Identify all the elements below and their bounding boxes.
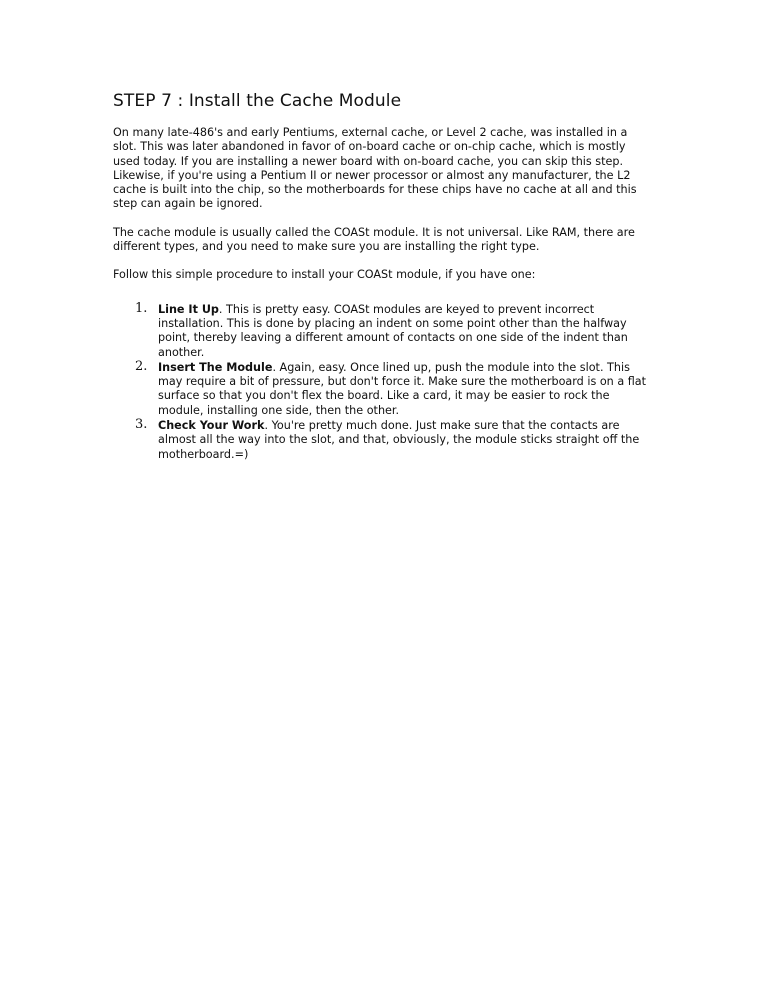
document-page xyxy=(113,88,653,463)
step-text: . This is pretty easy. COASt modules are keyed to prevent incorrect installation. This is done by placing an indent on some point other than the halfway point, thereby leaving a different amount of contacts on one side of the indent than another. xyxy=(158,302,628,359)
page-title: STEP 7 : Install the Cache Module xyxy=(113,91,402,111)
list-item xyxy=(113,300,653,360)
intro-paragraph: On many late-486's and early Pentiums, external cache, or Level 2 cache, was installed in a slot. This was later abandoned in favor of on-board cache or on-chip cache, which is mostly used today. If you are installing a newer board with on-board cache, you can skip this step. Likewise, if you're using a Pentium II or newer processor or almost any manufacturer, the L2 cache is built into the chip, so the motherboards for these chips have no cache at all and this step can again be ignored. xyxy=(113,126,637,211)
step-text: . You're pretty much done. Just make sure that the contacts are almost all the way into the slot, and that, obviously, the module sticks straight off the motherboard.=) xyxy=(158,419,640,461)
coast-module-paragraph: The cache module is usually called the COASt module. It is not universal. Like RAM, there are different types, and you need to make sure you are installing the right type. xyxy=(113,225,635,254)
step-number: 2. xyxy=(135,358,148,374)
steps-list xyxy=(113,300,653,462)
procedure-intro-paragraph: Follow this simple procedure to install your COASt module, if you have one: xyxy=(113,268,536,282)
list-item xyxy=(113,358,653,418)
step-heading: Check Your Work xyxy=(158,419,265,433)
step-number: 3. xyxy=(135,417,148,433)
step-heading: Line It Up xyxy=(158,302,219,316)
list-item xyxy=(113,419,653,462)
step-heading: Insert The Module xyxy=(158,360,273,374)
step-text: . Again, easy. Once lined up, push the module into the slot. This may require a bit of pressure, but don't force it. Make sure the motherboard is on a flat surface so that you don't flex the board. Like a card, it may be easier to rock the module, installing one side, then the other. xyxy=(158,360,647,417)
step-number: 1. xyxy=(135,300,148,316)
